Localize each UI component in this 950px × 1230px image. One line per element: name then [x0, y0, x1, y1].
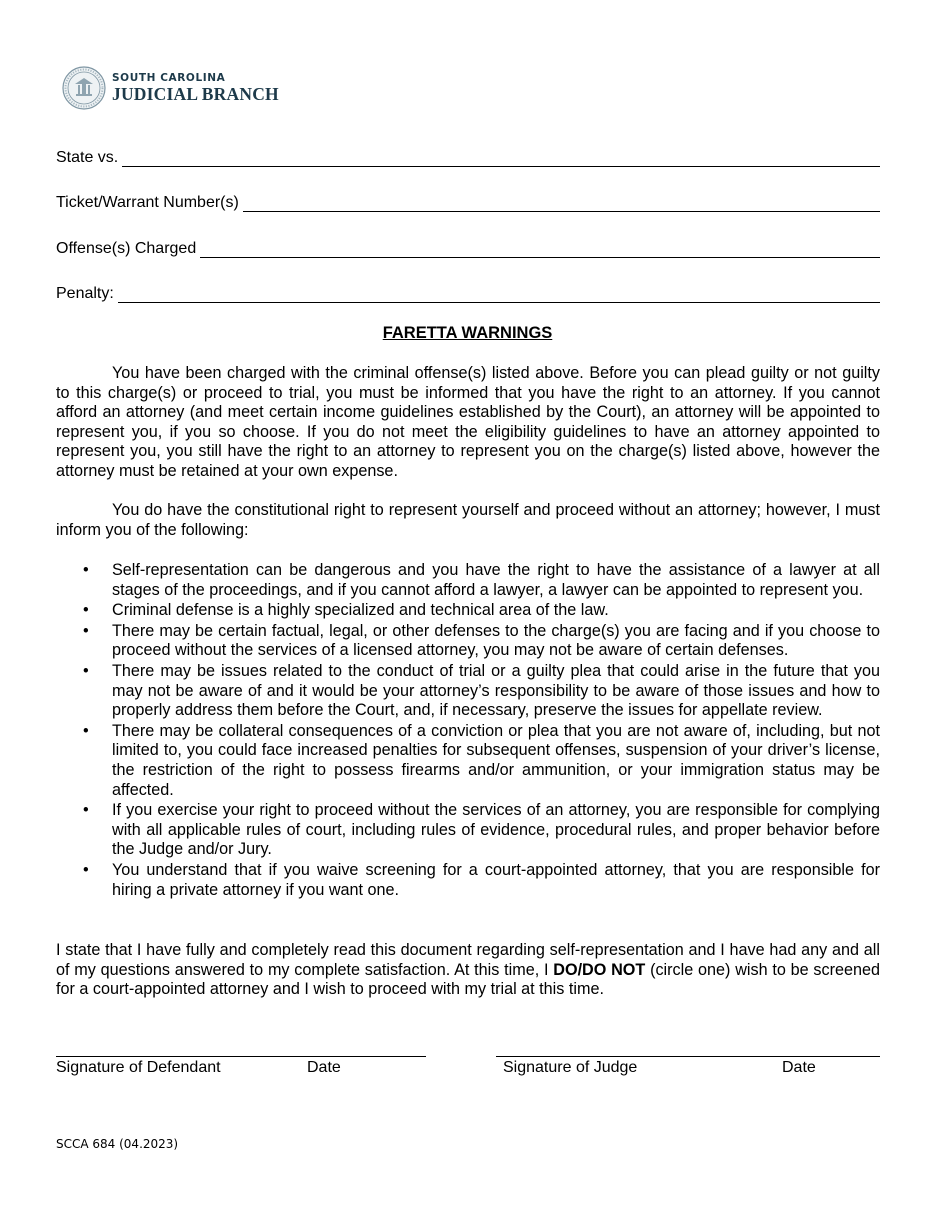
state-vs-field[interactable] — [56, 145, 880, 167]
defendant-signature-label: Signature of Defendant — [56, 1059, 221, 1076]
statement-paragraph — [56, 941, 880, 1000]
list-item-text: If you exercise your right to proceed without the services of an attorney, you are responsible for complying with all applicable rules of court, including rules of evidence, procedural rules, and proper behavior before the Judge and/or Jury. — [112, 801, 880, 859]
list-item-text: Self-representation can be dangerous and you have the right to have the assistance of a lawyer at all stages of the proceedings, and if you cannot afford a lawyer, a lawyer can be appointed to represent you. — [112, 561, 880, 599]
form-number: SCCA 684 (04.2023) — [56, 1137, 179, 1151]
intro-paragraph — [56, 364, 880, 482]
state-vs-label: State vs. — [56, 149, 119, 166]
list-item — [56, 662, 880, 721]
second-paragraph-text: You do have the constitutional right to represent yourself and proceed without an attorney; however, I must inform you of the following: — [56, 501, 880, 539]
list-item — [56, 861, 880, 900]
state-vs-line[interactable] — [122, 162, 880, 167]
statement-text-1: I state that I have fully and completely read this document regarding self-representation and I have had any and all of my questions answered to my complete satisfaction. At this time, I — [56, 941, 880, 979]
list-item — [56, 601, 880, 621]
ticket-warrant-field[interactable] — [56, 190, 880, 212]
bullet-icon: • — [83, 621, 89, 640]
judge-signature-line[interactable] — [496, 1056, 880, 1057]
bullet-icon: • — [83, 860, 89, 879]
sc-judicial-branch-logo — [62, 64, 279, 112]
offense-charged-label: Offense(s) Charged — [56, 240, 197, 257]
list-item — [56, 722, 880, 800]
bullet-icon: • — [83, 561, 89, 579]
statement-text-2: (circle one) wish to be screened for a court-appointed attorney and I wish to proceed with my trial at this time. — [56, 960, 880, 999]
warnings-list — [56, 561, 880, 901]
offense-charged-line[interactable] — [200, 253, 880, 258]
list-item-text: There may be issues related to the conduct of trial or a guilty plea that could arise in the future that you may not be aware of and it would be your attorney’s responsibility to be aware of those issues and how to properly address them before the Court, and, if necessary, preserve the issues for appellate review. — [112, 661, 880, 720]
intro-paragraph-text: You have been charged with the criminal offense(s) listed above. Before you can plead guilty or not guilty to this charge(s) or proceed to trial, you must be informed that you have the right to an attorney. If you cannot afford an attorney (and meet certain income guidelines established by the Court), an attorney will be appointed to represent you, if you so choose. If you do not meet the eligibility guidelines to have an attorney appointed to represent you, you still have the right to an attorney to represent you on the charge(s) listed above, however the attorney must be retained at your own expense. — [56, 364, 880, 480]
logo-state-text: SOUTH CAROLINA — [112, 71, 226, 84]
bullet-icon: • — [83, 721, 89, 740]
penalty-label: Penalty: — [56, 285, 114, 302]
logo-branch-text: JUDICIAL BRANCH — [112, 84, 279, 104]
list-item — [56, 561, 880, 600]
ticket-warrant-label: Ticket/Warrant Number(s) — [56, 194, 239, 211]
bullet-icon: • — [83, 601, 89, 620]
list-item-text: There may be certain factual, legal, or other defenses to the charge(s) you are facing and if you choose to proceed without the services of a licensed attorney, you may not be aware of certain defenses. — [112, 621, 880, 660]
judge-date-label: Date — [782, 1059, 816, 1076]
page-title: FARETTA WARNINGS — [382, 324, 553, 342]
list-item-text: Criminal defense is a highly specialized and technical area of the law. — [112, 601, 609, 620]
judge-signature-label: Signature of Judge — [503, 1059, 638, 1076]
offense-charged-field[interactable] — [56, 236, 880, 258]
ticket-warrant-line[interactable] — [243, 207, 880, 212]
second-paragraph — [56, 501, 880, 540]
bullet-icon: • — [83, 661, 89, 680]
list-item — [56, 622, 880, 661]
list-item-text: You understand that if you waive screening for a court-appointed attorney, that you are responsible for hiring a private attorney if you want one. — [112, 860, 880, 899]
state-seal-icon — [62, 66, 106, 110]
do-do-not-choice[interactable]: DO/DO NOT — [553, 960, 646, 979]
bullet-icon: • — [83, 801, 89, 820]
penalty-field[interactable] — [56, 281, 880, 303]
penalty-line[interactable] — [118, 298, 880, 303]
list-item-text: There may be collateral consequences of a conviction or plea that you are not aware of, including, but not limited to, you could face increased penalties for subsequent offenses, suspension of your driver’s license, the restriction of the right to possess firearms and/or ammunition, or your immigration status may be affected. — [112, 721, 880, 799]
list-item — [56, 801, 880, 860]
defendant-date-label: Date — [307, 1059, 341, 1076]
defendant-signature-line[interactable] — [56, 1056, 426, 1057]
